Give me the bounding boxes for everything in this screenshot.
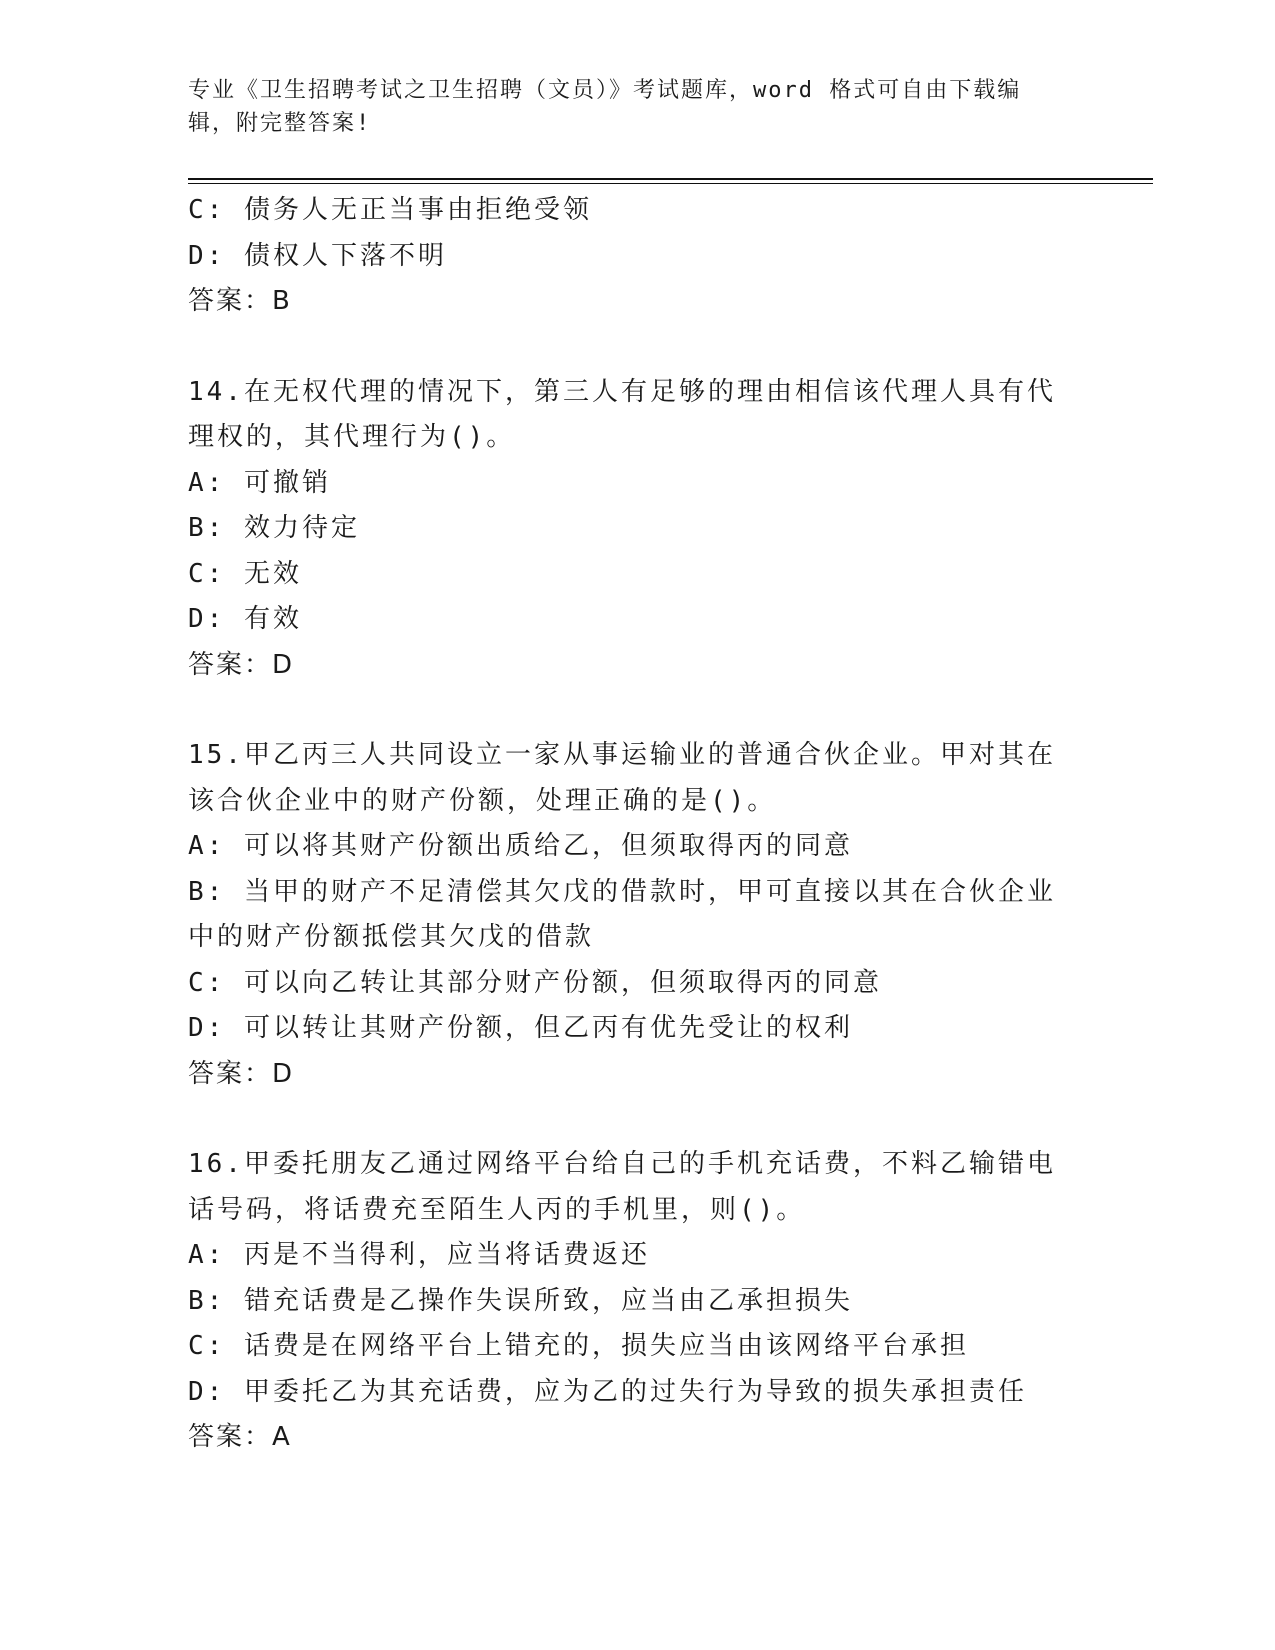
q16-option-b: B: 错充话费是乙操作失误所致，应当由乙承担损失 (188, 1285, 853, 1316)
q14-answer: 答案：D (188, 649, 295, 680)
q15-answer: 答案：D (188, 1058, 295, 1089)
q15-stem: 15.甲乙丙三人共同设立一家从事运输业的普通合伙企业。甲对其在该合伙企业中的财产份额，处理正确的是()。 (188, 740, 1056, 816)
q13-answer: 答案：B (188, 286, 292, 316)
q14-option-b: B: 效力待定 (188, 513, 360, 543)
q16-option-d: D: 甲委托乙为其充话费，应为乙的过失行为导致的损失承担责任 (188, 1376, 1027, 1407)
q16-option-a: A: 丙是不当得利，应当将话费返还 (188, 1240, 650, 1270)
q13-option-c: C: 债务人无正当事由拒绝受领 (188, 195, 592, 225)
header-divider-thin (188, 183, 1153, 184)
question-body (188, 188, 1088, 1506)
q16-answer: 答案：A (188, 1422, 292, 1452)
q14-option-a: A: 可撤销 (188, 467, 331, 498)
q15-option-a: A: 可以将其财产份额出质给乙，但须取得丙的同意 (188, 831, 853, 861)
q14-stem: 14.在无权代理的情况下，第三人有足够的理由相信该代理人具有代理权的，其代理行为()。 (188, 376, 1056, 452)
q15-option-d: D: 可以转让其财产份额，但乙丙有优先受让的权利 (188, 1013, 853, 1043)
q14-option-d: D: 有效 (188, 604, 302, 634)
q13-option-d: D: 债权人下落不明 (188, 240, 447, 271)
page-header: 专业《卫生招聘考试之卫生招聘（文员）》考试题库，word 格式可自由下载编辑，附完整答案! (188, 78, 1022, 136)
q14-option-c: C: 无效 (188, 558, 302, 589)
q16-stem: 16.甲委托朋友乙通过网络平台给自己的手机充话费，不料乙输错电话号码，将话费充至陌生人丙的手机里，则()。 (188, 1149, 1056, 1225)
q15-option-b: B: 当甲的财产不足清偿其欠戊的借款时，甲可直接以其在合伙企业中的财产份额抵偿其欠戊的借款 (188, 876, 1056, 952)
q15-option-c: C: 可以向乙转让其部分财产份额，但须取得丙的同意 (188, 967, 882, 998)
q16-option-c: C: 话费是在网络平台上错充的，损失应当由该网络平台承担 (188, 1331, 969, 1361)
header-divider-thick (188, 178, 1153, 180)
